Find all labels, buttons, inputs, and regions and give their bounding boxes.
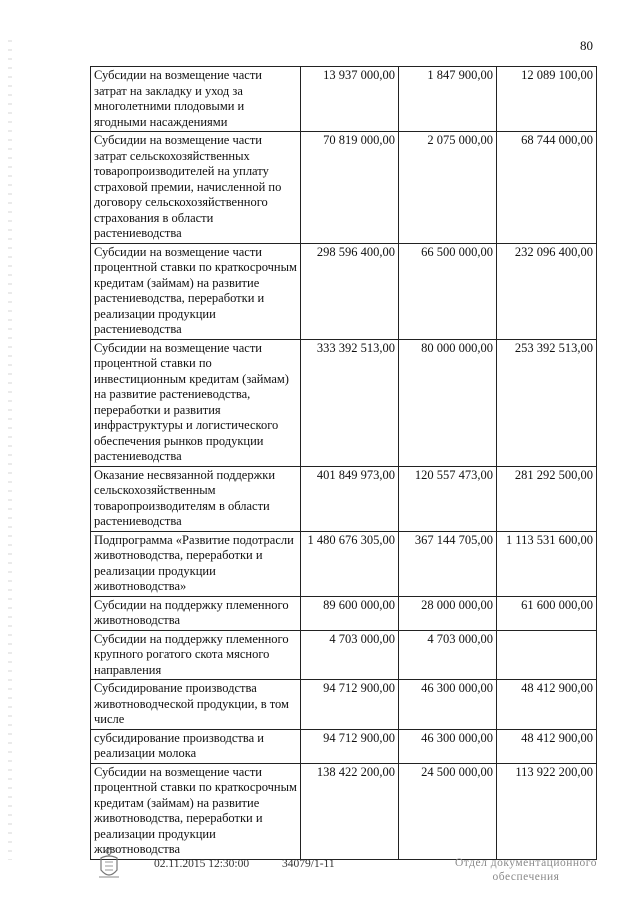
- stamp-line-2: обеспечения: [492, 871, 560, 883]
- row-name-cell: Субсидии на возмещение части процентной ставки по инвестиционным кредитам (займам) на развитие растениеводства, переработки и развития инфраструктуры и логистического обеспечения рынков продукции растениеводства: [91, 339, 301, 466]
- row-name-cell: Субсидии на поддержку племенного крупного рогатого скота мясного направления: [91, 630, 301, 680]
- table-row: [91, 67, 597, 132]
- row-name-cell: субсидирование производства и реализации молока: [91, 729, 301, 763]
- table-row: [91, 243, 597, 339]
- row-regional-cell: 113 922 200,00: [497, 763, 597, 859]
- row-federal-cell: 28 000 000,00: [399, 596, 497, 630]
- row-federal-cell: 367 144 705,00: [399, 531, 497, 596]
- row-total-cell: 13 937 000,00: [301, 67, 399, 132]
- table-row: [91, 596, 597, 630]
- row-name-cell: Подпрограмма «Развитие подотрасли животноводства, переработки и реализации продукции животноводства»: [91, 531, 301, 596]
- row-total-cell: 401 849 973,00: [301, 466, 399, 531]
- budget-table-wrapper: [90, 66, 597, 860]
- row-federal-cell: 1 847 900,00: [399, 67, 497, 132]
- table-row: [91, 680, 597, 730]
- row-regional-cell: 1 113 531 600,00: [497, 531, 597, 596]
- table-row: [91, 531, 597, 596]
- row-name-cell: Субсидирование производства животноводческой продукции, в том числе: [91, 680, 301, 730]
- footer-datetime: 02.11.2015 12:30:00: [154, 858, 250, 870]
- row-regional-cell: 48 412 900,00: [497, 729, 597, 763]
- footer-doc-code: 34079/1-11: [282, 858, 335, 870]
- row-total-cell: 4 703 000,00: [301, 630, 399, 680]
- row-name-cell: Субсидии на поддержку племенного животноводства: [91, 596, 301, 630]
- table-row: [91, 339, 597, 466]
- row-federal-cell: 24 500 000,00: [399, 763, 497, 859]
- page-number: 80: [580, 38, 593, 53]
- row-federal-cell: 4 703 000,00: [399, 630, 497, 680]
- scan-edge-artifact: [8, 40, 12, 860]
- department-stamp: [446, 856, 606, 884]
- row-regional-cell: 48 412 900,00: [497, 680, 597, 730]
- table-row: [91, 763, 597, 859]
- row-name-cell: Субсидии на возмещение части затрат на закладку и уход за многолетними плодовыми и ягодными насаждениями: [91, 67, 301, 132]
- row-total-cell: 333 392 513,00: [301, 339, 399, 466]
- row-total-cell: 1 480 676 305,00: [301, 531, 399, 596]
- row-total-cell: 138 422 200,00: [301, 763, 399, 859]
- row-regional-cell: [497, 630, 597, 680]
- row-regional-cell: 61 600 000,00: [497, 596, 597, 630]
- row-total-cell: 70 819 000,00: [301, 132, 399, 244]
- row-name-cell: Субсидии на возмещение части процентной ставки по краткосрочным кредитам (займам) на развитие растениеводства, переработки и реализации продукции растениеводства: [91, 243, 301, 339]
- row-name-cell: Субсидии на возмещение части процентной ставки по краткосрочным кредитам (займам) на развитие животноводства, переработки и реализации продукции животноводства: [91, 763, 301, 859]
- table-row: [91, 729, 597, 763]
- row-name-cell: Субсидии на возмещение части затрат сельскохозяйственных товаропроизводителей на уплату страховой премии, начисленной по договору сельскохозяйственного страхования в области растениеводства: [91, 132, 301, 244]
- row-federal-cell: 46 300 000,00: [399, 680, 497, 730]
- coat-of-arms-icon: [95, 846, 123, 882]
- row-total-cell: 94 712 900,00: [301, 729, 399, 763]
- row-regional-cell: 12 089 100,00: [497, 67, 597, 132]
- table-row: [91, 132, 597, 244]
- row-regional-cell: 281 292 500,00: [497, 466, 597, 531]
- row-total-cell: 298 596 400,00: [301, 243, 399, 339]
- table-row: [91, 630, 597, 680]
- row-regional-cell: 253 392 513,00: [497, 339, 597, 466]
- stamp-line-1: Отдел документационного: [455, 857, 597, 869]
- row-total-cell: 94 712 900,00: [301, 680, 399, 730]
- table-row: [91, 466, 597, 531]
- row-federal-cell: 66 500 000,00: [399, 243, 497, 339]
- row-regional-cell: 232 096 400,00: [497, 243, 597, 339]
- row-federal-cell: 46 300 000,00: [399, 729, 497, 763]
- row-total-cell: 89 600 000,00: [301, 596, 399, 630]
- row-federal-cell: 120 557 473,00: [399, 466, 497, 531]
- row-name-cell: Оказание несвязанной поддержки сельскохозяйственным товаропроизводителям в области растениеводства: [91, 466, 301, 531]
- row-federal-cell: 2 075 000,00: [399, 132, 497, 244]
- budget-table-body: [91, 67, 597, 860]
- row-regional-cell: 68 744 000,00: [497, 132, 597, 244]
- row-federal-cell: 80 000 000,00: [399, 339, 497, 466]
- budget-table: [90, 66, 597, 860]
